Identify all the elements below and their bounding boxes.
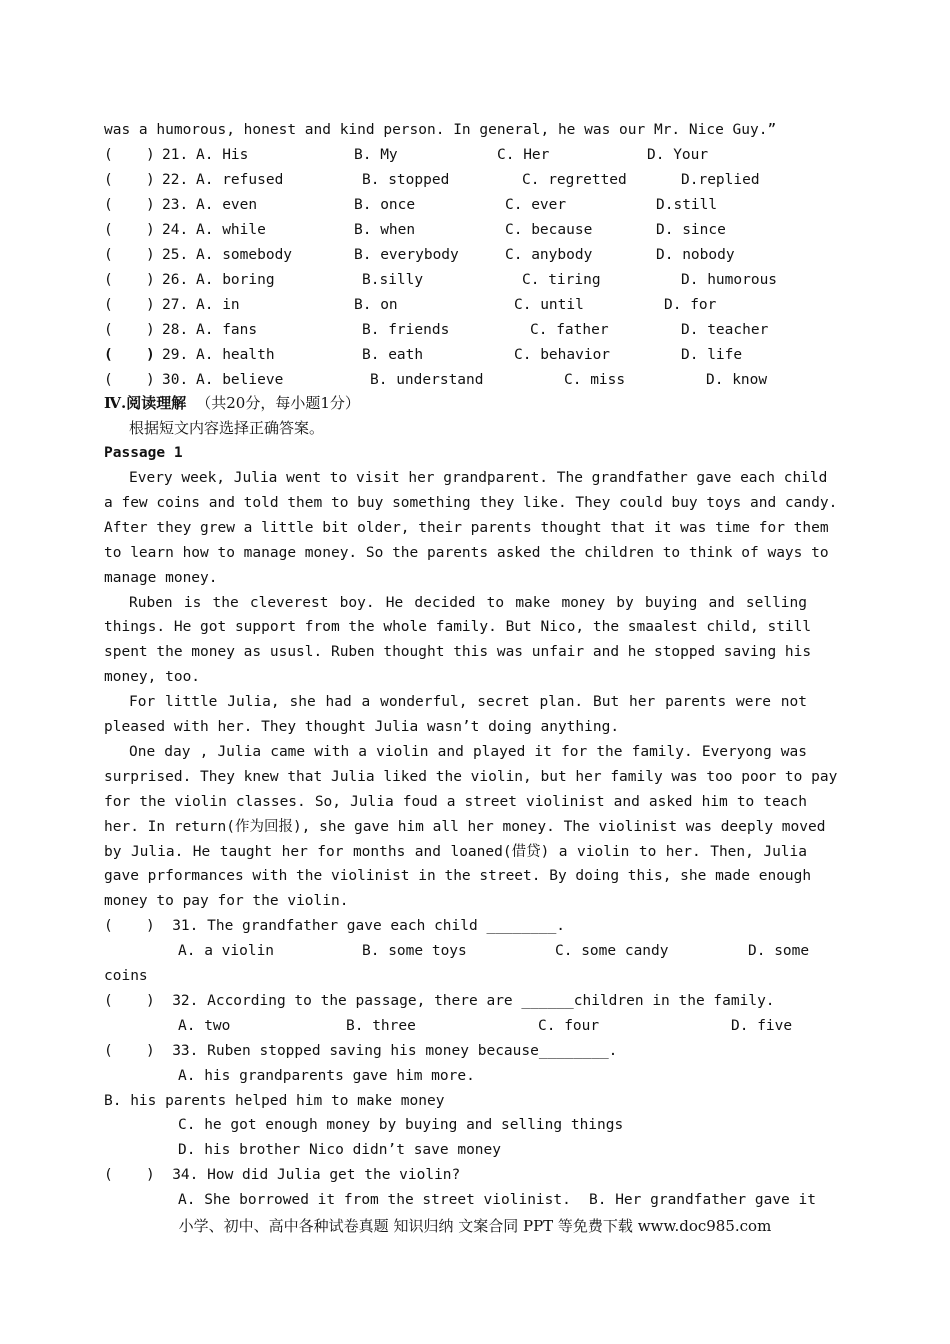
- q32-paren[interactable]: (: [104, 993, 113, 1009]
- passage-line: for the violin classes. So, Julia foud a street violinist and asked him to teach: [104, 793, 807, 810]
- answer-paren-close: ): [146, 347, 155, 363]
- option-a[interactable]: A. in: [196, 297, 240, 313]
- q32-option-d[interactable]: D. five: [731, 1018, 793, 1034]
- answer-paren[interactable]: (: [104, 147, 113, 163]
- option-b[interactable]: B.silly: [362, 272, 424, 288]
- q32-option-c[interactable]: C. four: [538, 1018, 600, 1034]
- q33-option-c[interactable]: C. he got enough money by buying and selling things: [178, 1117, 624, 1133]
- option-b[interactable]: B. once: [354, 197, 416, 213]
- question-number: 26.: [162, 272, 189, 288]
- q33-option-d[interactable]: D. his brother Nico didn’t save money: [178, 1142, 502, 1158]
- q31-option-c[interactable]: C. some candy: [555, 943, 669, 959]
- answer-paren-close: ): [146, 297, 155, 313]
- question-number: 29.: [162, 347, 189, 363]
- passage-line: manage money.: [104, 569, 218, 586]
- question-number: 27.: [162, 297, 189, 313]
- option-a[interactable]: A. somebody: [196, 247, 293, 263]
- answer-paren-close: ): [146, 172, 155, 188]
- passage-line: things. He got support from the whole family. But Nico, the smaalest child, still: [104, 619, 812, 636]
- answer-paren-close: ): [146, 222, 155, 238]
- passage-title: Passage 1: [104, 445, 183, 461]
- option-c[interactable]: C. regretted: [522, 172, 627, 188]
- option-c[interactable]: C. Her: [497, 147, 550, 163]
- instruction: 根据短文内容选择正确答案。: [129, 419, 325, 437]
- passage-line: money, too.: [104, 669, 201, 686]
- option-c[interactable]: C. because: [505, 222, 593, 238]
- option-a[interactable]: A. refused: [196, 172, 284, 188]
- answer-paren-close: ): [146, 322, 155, 338]
- passage-line: to learn how to manage money. So the parents asked the children to think of ways to: [104, 544, 829, 561]
- option-b[interactable]: B. My: [354, 147, 398, 163]
- answer-paren-close: ): [146, 272, 155, 288]
- option-b[interactable]: B. when: [354, 222, 416, 238]
- answer-paren[interactable]: (: [104, 347, 113, 363]
- option-a[interactable]: A. health: [196, 347, 275, 363]
- passage-line: Every week, Julia went to visit her grandparent. The grandfather gave each child: [129, 470, 828, 486]
- option-b[interactable]: B. stopped: [362, 172, 450, 188]
- question-number: 23.: [162, 197, 189, 213]
- q33-stem: ) 33. Ruben stopped saving his money because________.: [146, 1043, 618, 1059]
- passage-line: a few coins and told them to buy something they like. They could buy toys and candy.: [104, 494, 838, 511]
- passage-line: gave prformances with the violinist in the street. By doing this, she made enough: [104, 868, 812, 885]
- option-c[interactable]: C. tiring: [522, 272, 601, 288]
- option-d[interactable]: D. since: [656, 222, 726, 238]
- q33-paren[interactable]: (: [104, 1043, 113, 1059]
- option-b[interactable]: B. friends: [362, 322, 450, 338]
- answer-paren[interactable]: (: [104, 222, 113, 238]
- answer-paren[interactable]: (: [104, 172, 113, 188]
- q31-option-d[interactable]: D. some: [748, 943, 810, 959]
- passage-line: money to pay for the violin.: [104, 893, 349, 910]
- q34-stem: ) 34. How did Julia get the violin?: [146, 1167, 461, 1183]
- q34-paren[interactable]: (: [104, 1167, 113, 1183]
- option-c[interactable]: C. miss: [564, 372, 626, 388]
- section-title: Ⅳ.阅读理解: [104, 394, 187, 412]
- answer-paren-close: ): [146, 197, 155, 213]
- answer-paren-close: ): [146, 247, 155, 263]
- option-d[interactable]: D.still: [656, 197, 718, 213]
- option-c[interactable]: C. until: [514, 297, 584, 313]
- q32-option-a[interactable]: A. two: [178, 1018, 231, 1034]
- option-d[interactable]: D. humorous: [681, 272, 778, 288]
- q34-option-a[interactable]: A. She borrowed it from the street violinist.: [178, 1192, 571, 1208]
- question-number: 25.: [162, 247, 189, 263]
- option-b[interactable]: B. understand: [370, 372, 484, 388]
- option-c[interactable]: C. anybody: [505, 247, 593, 263]
- q33-option-a[interactable]: A. his grandparents gave him more.: [178, 1068, 475, 1084]
- question-number: 24.: [162, 222, 189, 238]
- option-a[interactable]: A. His: [196, 147, 249, 163]
- q31-option-b[interactable]: B. some toys: [362, 943, 467, 959]
- footer-banner: 小学、初中、高中各种试卷真题 知识归纳 文案合同 PPT 等免费下载 www.doc985.com: [178, 1217, 772, 1235]
- passage-line: spent the money as ususl. Ruben thought this was unfair and he stopped saving his: [104, 644, 812, 661]
- answer-paren[interactable]: (: [104, 197, 113, 213]
- option-b[interactable]: B. eath: [362, 347, 424, 363]
- option-a[interactable]: A. even: [196, 197, 258, 213]
- option-a[interactable]: A. fans: [196, 322, 258, 338]
- q31-option-d-cont: coins: [104, 968, 148, 984]
- answer-paren[interactable]: (: [104, 372, 113, 388]
- answer-paren[interactable]: (: [104, 322, 113, 338]
- option-c[interactable]: C. behavior: [514, 347, 611, 363]
- option-b[interactable]: B. everybody: [354, 247, 459, 263]
- question-number: 21.: [162, 147, 189, 163]
- passage-line: pleased with her. They thought Julia wasn’t doing anything.: [104, 719, 620, 735]
- option-a[interactable]: A. believe: [196, 372, 284, 388]
- answer-paren[interactable]: (: [104, 272, 113, 288]
- answer-paren-close: ): [146, 147, 155, 163]
- q31-stem: ) 31. The grandfather gave each child ________.: [146, 918, 566, 934]
- passage-line: surprised. They knew that Julia liked the violin, but her family was too poor to pay: [104, 768, 838, 785]
- option-d[interactable]: D. Your: [647, 147, 709, 163]
- option-a[interactable]: A. while: [196, 222, 266, 238]
- option-d[interactable]: D.replied: [681, 172, 760, 188]
- option-a[interactable]: A. boring: [196, 272, 275, 288]
- q31-paren[interactable]: (: [104, 918, 113, 934]
- answer-paren-close: ): [146, 372, 155, 388]
- passage-line: Ruben is the cleverest boy. He decided to make money by buying and selling: [129, 594, 807, 611]
- question-number: 28.: [162, 322, 189, 338]
- option-c[interactable]: C. ever: [505, 197, 567, 213]
- question-number: 22.: [162, 172, 189, 188]
- option-d[interactable]: D. for: [664, 297, 717, 313]
- intro-line: was a humorous, honest and kind person. In general, he was our Mr. Nice Guy.”: [104, 122, 777, 138]
- passage-line: For little Julia, she had a wonderful, secret plan. But her parents were not: [129, 694, 807, 711]
- option-b[interactable]: B. on: [354, 297, 398, 313]
- section-heading: [104, 391, 360, 416]
- passage-line: One day , Julia came with a violin and played it for the family. Everyong was: [129, 743, 807, 760]
- question-number: 30.: [162, 372, 189, 388]
- option-c[interactable]: C. father: [530, 322, 609, 338]
- q32-option-b[interactable]: B. three: [346, 1018, 416, 1034]
- answer-paren[interactable]: (: [104, 247, 113, 263]
- section-note: （共20分，每小题1分）: [196, 394, 360, 412]
- q34-option-b[interactable]: B. Her grandfather gave it: [589, 1192, 816, 1208]
- answer-paren[interactable]: (: [104, 297, 113, 313]
- q31-option-a[interactable]: A. a violin: [178, 943, 275, 959]
- passage-line: After they grew a little bit older, their parents thought that it was time for them: [104, 519, 829, 536]
- option-d[interactable]: D. life: [681, 347, 743, 363]
- option-d[interactable]: D. nobody: [656, 247, 735, 263]
- q33-option-b[interactable]: B. his parents helped him to make money: [104, 1093, 445, 1109]
- option-d[interactable]: D. teacher: [681, 322, 769, 338]
- passage-line: by Julia. He taught her for months and loaned(借贷) a violin to her. Then, Julia: [104, 843, 807, 860]
- passage-line: her. In return(作为回报), she gave him all her money. The violinist was deeply moved: [104, 818, 826, 835]
- option-d[interactable]: D. know: [706, 372, 768, 388]
- q32-stem: ) 32. According to the passage, there are ______children in the family.: [146, 993, 775, 1009]
